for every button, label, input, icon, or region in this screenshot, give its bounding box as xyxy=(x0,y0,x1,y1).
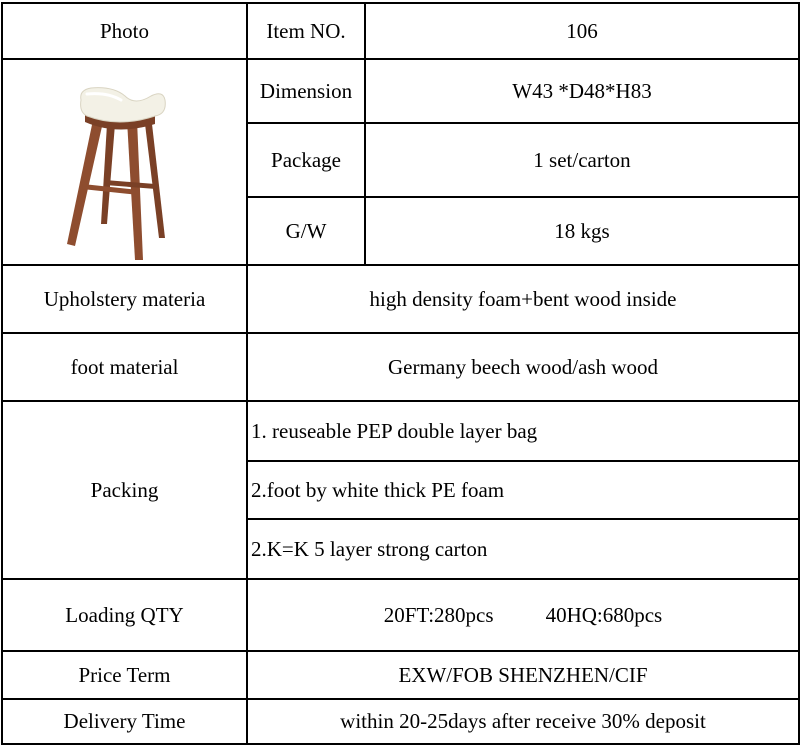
upholstery-label: Upholstery materia xyxy=(2,265,247,333)
item-no-value: 106 xyxy=(365,3,799,59)
dimension-value: W43 *D48*H83 xyxy=(365,59,799,123)
product-spec-table xyxy=(1,2,800,745)
loading-qty-value xyxy=(247,579,799,651)
bar-stool-image xyxy=(55,62,195,262)
packing-item: 1. reuseable PEP double layer bag xyxy=(247,401,799,461)
gw-label: G/W xyxy=(247,197,365,265)
row-item-no xyxy=(2,3,799,59)
foot-material-value: Germany beech wood/ash wood xyxy=(247,333,799,401)
gw-value: 18 kgs xyxy=(365,197,799,265)
upholstery-value: high density foam+bent wood inside xyxy=(247,265,799,333)
packing-item: 2.K=K 5 layer strong carton xyxy=(247,519,799,579)
loading-40hq: 40HQ:680pcs xyxy=(545,602,663,627)
product-photo-cell xyxy=(2,59,247,265)
dimension-label: Dimension xyxy=(247,59,365,123)
row-packing-1 xyxy=(2,401,799,461)
row-foot-material xyxy=(2,333,799,401)
row-dimension xyxy=(2,59,799,123)
price-term-label: Price Term xyxy=(2,651,247,699)
packing-label: Packing xyxy=(2,401,247,579)
row-delivery-time xyxy=(2,699,799,744)
delivery-time-value: within 20-25days after receive 30% deposit xyxy=(247,699,799,744)
price-term-value: EXW/FOB SHENZHEN/CIF xyxy=(247,651,799,699)
packing-item: 2.foot by white thick PE foam xyxy=(247,461,799,519)
package-value: 1 set/carton xyxy=(365,123,799,197)
row-upholstery xyxy=(2,265,799,333)
foot-material-label: foot material xyxy=(2,333,247,401)
delivery-time-label: Delivery Time xyxy=(2,699,247,744)
row-price-term xyxy=(2,651,799,699)
item-no-label: Item NO. xyxy=(247,3,365,59)
loading-20ft: 20FT:280pcs xyxy=(383,602,494,627)
row-loading-qty xyxy=(2,579,799,651)
photo-header: Photo xyxy=(2,3,247,59)
loading-qty-label: Loading QTY xyxy=(2,579,247,651)
package-label: Package xyxy=(247,123,365,197)
